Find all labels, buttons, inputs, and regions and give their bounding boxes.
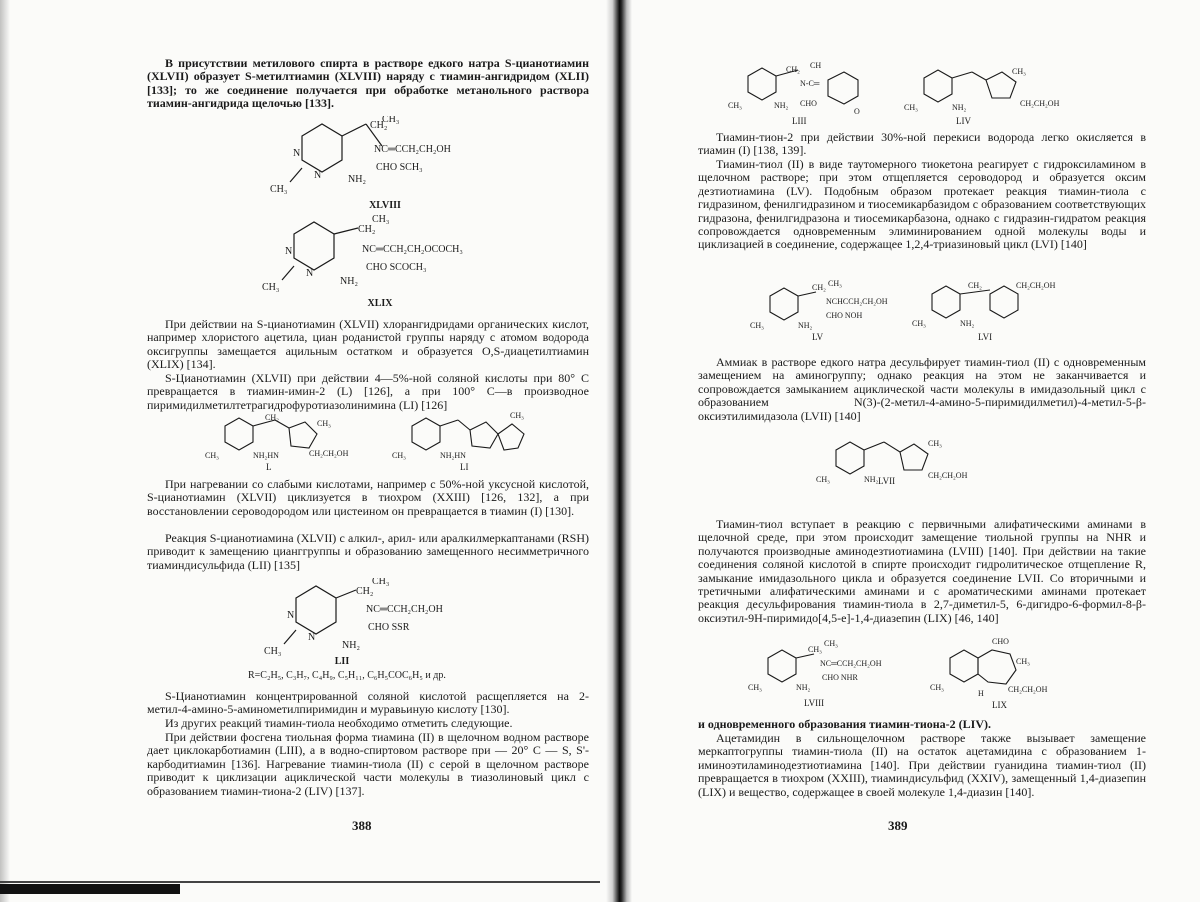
svg-text:CHO NHR: CHO NHR <box>822 673 858 682</box>
svg-text:NC═CCH₂CH₂OH: NC═CCH₂CH₂OH <box>820 659 882 668</box>
svg-text:NH₂: NH₂ <box>348 174 366 185</box>
structure-xlix <box>262 214 512 300</box>
svg-text:NC═CCH₂CH₂OH: NC═CCH₂CH₂OH <box>374 144 451 155</box>
left-para-5: Реакция S-цианотиамина (XLVII) с алкил-, арил- или аралкилмеркаптанами (RSH) приводит к замещению цианггруппы и образованию замещенного несимметричного тиаминдисульфида (LII) [135] <box>147 531 589 572</box>
svg-text:CH₃: CH₃ <box>816 475 830 484</box>
svg-text:CH₃: CH₃ <box>262 282 280 293</box>
label-lv: LV <box>812 332 824 342</box>
svg-text:NH₂HN: NH₂HN <box>253 451 279 460</box>
svg-text:CH₃: CH₃ <box>270 184 288 195</box>
svg-text:CH: CH <box>810 61 822 70</box>
svg-text:CH₂: CH₂ <box>356 586 374 597</box>
page-number-right: 389 <box>888 818 908 833</box>
svg-text:CH₃: CH₃ <box>828 279 842 288</box>
r-substituents: R=C₂H₅, C₃H₇, C₄H₉, C₅H₁₁, C₆H₅COC₆H₅ и др. <box>248 670 446 681</box>
svg-text:CH₃: CH₃ <box>748 683 762 692</box>
svg-text:N: N <box>293 148 301 159</box>
right-para-4: Тиамин-тиол вступает в реакцию с первичными алифатическими аминами в щелочной среде, при этом происходит замещение тиольной группы на NHR и получаются производные аминодезтиотиамина (LVIII) [140]. При действии на такие соединения соляной кислотой в спирте происходит гидролитическое отщепление R, замыкание имидазольного цикла и образуется соединение LVII. Со вторичными и третичными алифатическими аминами и с ароматическими аминами протекает реакция десульфирования тиамин-тиола в 2,7-диметил-5, 6-дигидро-6-формил-8-β-оксиэтил-9Н-пиримидо[4,5-е]-1,4-диазепин (LIX) [46, 140] <box>698 517 1146 625</box>
svg-text:NH₂: NH₂ <box>798 321 813 330</box>
left-para-7: Из других реакций тиамин-тиола необходимо отметить следующие. <box>165 716 513 730</box>
svg-text:CHO NOH: CHO NOH <box>826 311 863 320</box>
svg-text:CH₃: CH₃ <box>392 451 406 460</box>
svg-text:CHO SSR: CHO SSR <box>368 622 410 633</box>
svg-text:N-C═: N-C═ <box>800 79 820 88</box>
right-para-3: Аммиак в растворе едкого натра десульфирует тиамин-тиол (II) с одновременным замещением на аминогруппу; однако реакция на этом не заканчивается и сопровождается замыканием ациклической части молекулы в имидазольный цикл с образованием N(3)-(2-метил-4-амино-5-пиримидилметил)-4-метил-5-β-оксиэтилимидазола (LVII) [140] <box>698 355 1146 423</box>
structure-liv <box>904 64 1084 118</box>
svg-text:CH₂: CH₂ <box>812 283 826 292</box>
svg-text:CH₃: CH₃ <box>930 683 944 692</box>
svg-text:CH₃: CH₃ <box>904 103 918 112</box>
svg-text:NH₂: NH₂ <box>952 103 967 112</box>
left-para-3: S-Цианотиамин (XLVII) при действии 4—5%-ной соляной кислоты при 80° С превращается в тиамин-имин-2 (L) [126], а при 100° С—в производное пиримидилметилтетрагидрофуротиазолинимина (LI) [126] <box>147 371 589 412</box>
svg-text:CH₃: CH₃ <box>205 451 219 460</box>
svg-text:NC═CCH₂CH₂OCOCH₃: NC═CCH₂CH₂OCOCH₃ <box>362 244 463 255</box>
svg-text:CH₃: CH₃ <box>372 214 390 225</box>
svg-text:CH₂: CH₂ <box>370 120 388 131</box>
left-para-6: S-Цианотиамин концентрированной соляной кислотой расщепляется на 2-метил-4-амино-5-аминометилпиримидин и муравьиную кислоту [130]. <box>147 689 589 717</box>
svg-text:NH₂: NH₂ <box>340 276 358 287</box>
svg-text:NH₂HN: NH₂HN <box>440 451 466 460</box>
svg-text:NH₂: NH₂ <box>864 475 879 484</box>
svg-text:CHO SCOCH₃: CHO SCOCH₃ <box>366 262 427 273</box>
label-l: L <box>266 462 272 472</box>
svg-text:NC═CCH₂CH₂OH: NC═CCH₂CH₂OH <box>366 604 443 615</box>
structure-liii <box>728 58 878 122</box>
left-para-2: При действии на S-цианотиамин (XLVII) хлорангидридами органических кислот, например хлористого ацетила, циан роданистой группы наряду с атомом водорода оксигруппы замещается ацильным остатком и образуется O,S-диацетилтиамин (XLIX) [134]. <box>147 317 589 372</box>
svg-text:CH₃: CH₃ <box>510 411 524 420</box>
structure-l <box>205 412 365 470</box>
label-lviii: LVIII <box>804 698 825 708</box>
svg-text:NH₂: NH₂ <box>796 683 811 692</box>
svg-text:N: N <box>314 170 322 181</box>
svg-text:CH₂CH₂OH: CH₂CH₂OH <box>309 449 349 458</box>
label-lix: LIX <box>992 700 1007 710</box>
svg-text:CHO: CHO <box>800 99 817 108</box>
svg-text:CH₃: CH₃ <box>264 646 282 657</box>
left-para-1: В присутствии метилового спирта в растворе едкого натра S-цианотиамин (XLVII) образует S-метилтиамин (XLVIII) наряду с тиамин-ангидридом (XLII) [133]; то же соединение получается при обработке метанольного раствора тиамин-ангидрида щелочью [133]. <box>147 56 589 111</box>
svg-text:CH₃: CH₃ <box>1012 67 1026 76</box>
page-number-left: 388 <box>352 818 372 833</box>
right-para-2: Тиамин-тиол (II) в виде таутомерного тиокетона реагирует с гидроксиламином в щелочном растворе; при этом отщепляется сероводород и образуется оксим дезтиотиамина (LV). Подобным образом протекает реакция тиамин-тиола с гидразином, фенилгидразином и тиосемикарбазидом с образованием соответствующих гидразона, фенилгидразона и тиосемикарбазона, однако с гидразин-гидратом реакция сопровождается одновременным элиминированием одной молекулы воды и циклизацией в соединение, содержащее 1,2,4-триазиновый цикл (LVI) [140] <box>698 157 1146 252</box>
left-para-4: При нагревании со слабыми кислотами, например с 50%-ной уксусной кислотой, S-цианотиамин (XLVII) циклизуется в тиохром (XXIII) [126, 132], а при восстановлении сероводородом или цистеином он превращается в тиамин (I) [130]. <box>147 477 589 518</box>
right-para-5: и одновременного образования тиамин-тиона-2 (LIV). <box>698 717 991 731</box>
svg-text:CH₃: CH₃ <box>912 319 926 328</box>
svg-text:N: N <box>287 610 295 621</box>
svg-text:CH₂CH₂OH: CH₂CH₂OH <box>1016 281 1056 290</box>
structure-li <box>392 410 552 470</box>
structure-lix <box>930 634 1100 708</box>
svg-text:CH₃: CH₃ <box>1016 657 1030 666</box>
left-para-8: При действии фосгена тиольная форма тиамина (II) в щелочном водном растворе дает циклокарботиамин (LIII), а в водно-спиртовом растворе при — 20° С — S, S'-карбодитиамин [136]. Нагревание тиамин-тиола (II) с серой в щелочном растворе приводит к циклизации ациклической части молекулы в тиазолиновый цикл с образованием тиамин-тиона-2 (LIV) [137]. <box>147 730 589 798</box>
svg-text:NCHCCH₂CH₂OH: NCHCCH₂CH₂OH <box>826 297 888 306</box>
svg-text:CH₃: CH₃ <box>824 639 838 648</box>
label-li: LI <box>460 462 469 472</box>
svg-text:CH₂: CH₂ <box>358 224 376 235</box>
svg-text:NH₂: NH₂ <box>342 640 360 651</box>
svg-text:NH₂: NH₂ <box>774 101 789 110</box>
svg-text:CH₃: CH₃ <box>928 439 942 448</box>
structure-lvii <box>816 434 996 490</box>
svg-text:CH₃: CH₃ <box>728 101 742 110</box>
svg-text:CH₃: CH₃ <box>317 419 331 428</box>
svg-text:CH₂CH₂OH: CH₂CH₂OH <box>928 471 968 480</box>
structure-lv <box>750 278 920 338</box>
structure-lvi <box>912 276 1082 336</box>
svg-text:CHO: CHO <box>992 637 1009 646</box>
svg-text:CH₂: CH₂ <box>265 413 279 422</box>
right-para-6: Ацетамидин в сильнощелочном растворе также вызывает замещение меркаптогруппы тиамин-тиола (II) на остаток ацетамидина с образованием 1-иминоэтиламинодезтиотиамина [140]. При действии гуанидина тиамин-тиол (II) превращается в тиохром (XXIII), тиаминдисульфид (XXIV), замещенный 1,4-диазепин (LIX) и вещество, содержащее в своей молекуле 1,4-диазин [140]. <box>698 731 1146 799</box>
label-liv: LIV <box>956 116 971 126</box>
label-lvi: LVI <box>978 332 993 342</box>
svg-text:NH₂: NH₂ <box>960 319 975 328</box>
right-page <box>612 0 1200 902</box>
svg-text:CH₂CH₂OH: CH₂CH₂OH <box>1020 99 1060 108</box>
label-xlviii: XLVIII <box>369 200 401 211</box>
label-lvii: LVII <box>878 476 896 486</box>
label-liii: LIII <box>792 116 807 126</box>
svg-text:CH₂CH₂OH: CH₂CH₂OH <box>1008 685 1048 694</box>
svg-text:CH₂: CH₂ <box>968 281 982 290</box>
label-lii: LII <box>334 656 350 667</box>
svg-text:CH₃: CH₃ <box>372 578 390 587</box>
svg-text:CH₃: CH₃ <box>808 645 822 654</box>
svg-text:CH₃: CH₃ <box>382 116 400 125</box>
structure-lviii <box>748 638 918 704</box>
svg-text:CHO SCH₃: CHO SCH₃ <box>376 162 423 173</box>
structure-lii <box>264 578 504 658</box>
right-para-1: Тиамин-тион-2 при действии 30%-ной перекиси водорода легко окисляется в тиамин (I) [138, 139]. <box>698 130 1146 158</box>
svg-text:N: N <box>285 246 293 257</box>
svg-text:N: N <box>306 268 314 279</box>
svg-text:H: H <box>978 689 984 698</box>
svg-text:O: O <box>854 107 860 116</box>
svg-text:CH₂: CH₂ <box>786 65 800 74</box>
svg-text:N: N <box>308 632 316 643</box>
structure-xlviii <box>270 116 510 202</box>
svg-text:CH₃: CH₃ <box>750 321 764 330</box>
label-xlix: XLIX <box>367 298 393 309</box>
